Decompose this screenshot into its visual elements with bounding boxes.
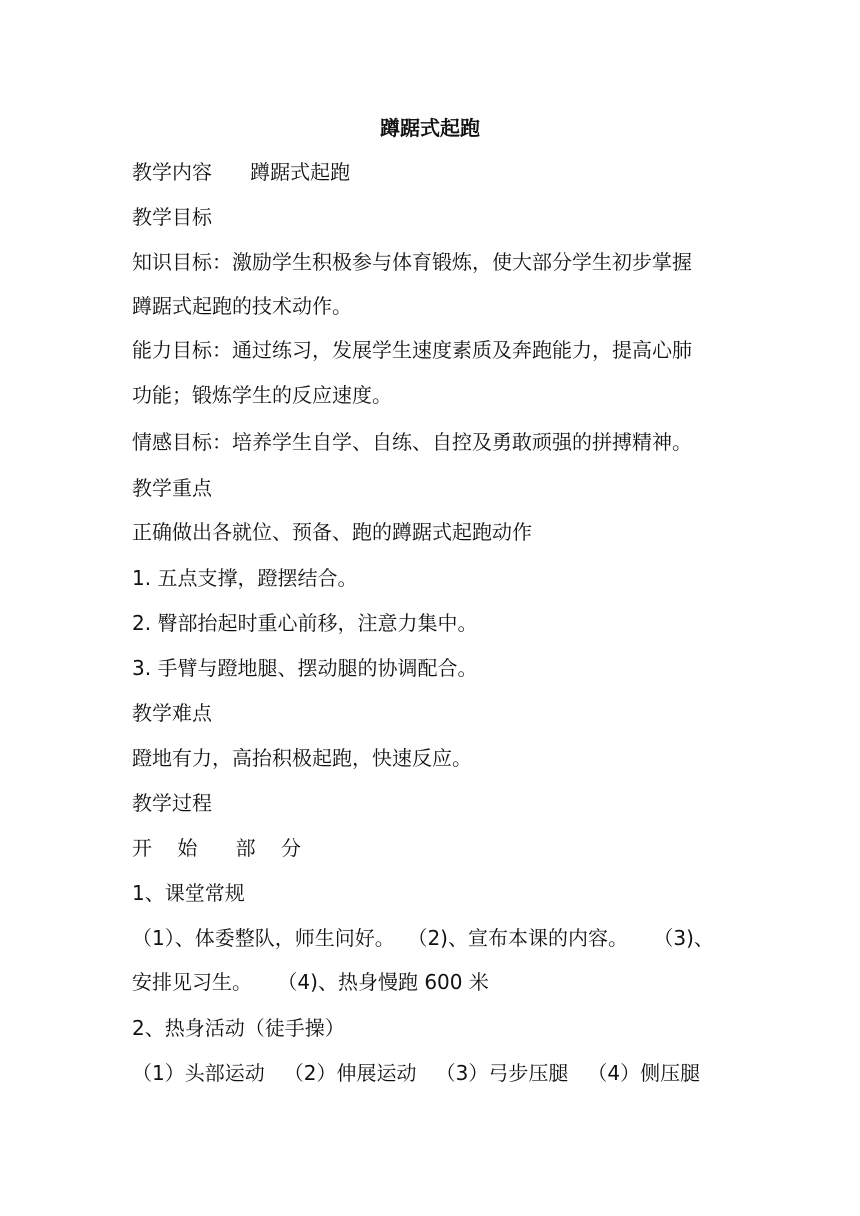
key-point-item-3: 3. 手臂与蹬地腿、摆动腿的协调配合。 (132, 656, 478, 680)
key-point-item-1: 1. 五点支撑，蹬摆结合。 (132, 566, 358, 590)
emotion-objective-line: 情感目标：培养学生自学、自练、自控及勇敢顽强的拼搏精神。 (132, 430, 692, 454)
ability-objective-line-2: 功能；锻炼学生的反应速度。 (132, 383, 392, 407)
knowledge-objective-line-1: 知识目标：激励学生积极参与体育锻炼，使大部分学生初步掌握 (132, 250, 692, 274)
difficulty-text: 蹬地有力，高抬积极起跑，快速反应。 (132, 746, 472, 770)
warmup-heading: 2、热身活动（徒手操） (132, 1016, 345, 1040)
class-routine-heading: 1、课堂常规 (132, 881, 245, 905)
heading-start-part: 开 始 部 分 (132, 836, 302, 860)
section-content-line: 教学内容 蹲踞式起跑 (132, 160, 351, 184)
key-point-item-2: 2. 臀部抬起时重心前移，注意力集中。 (132, 611, 478, 635)
heading-objectives: 教学目标 (132, 205, 212, 229)
class-routine-line-2: 安排见习生。 （4)、热身慢跑 600 米 (132, 970, 489, 994)
heading-process: 教学过程 (132, 791, 212, 815)
knowledge-objective-line-2: 蹲踞式起跑的技术动作。 (132, 294, 352, 318)
heading-difficulties: 教学难点 (132, 701, 212, 725)
warmup-items-line: （1）头部运动 （2）伸展运动 （3）弓步压腿 （4）侧压腿 (132, 1061, 701, 1085)
key-point-summary: 正确做出各就位、预备、跑的蹲踞式起跑动作 (132, 520, 532, 544)
document-title: 蹲踞式起跑 (380, 116, 480, 140)
class-routine-line-1: （1）、体委整队，师生问好。 （2)、宣布本课的内容。 （3)、 (132, 926, 714, 950)
heading-key-points: 教学重点 (132, 476, 212, 500)
ability-objective-line-1: 能力目标：通过练习，发展学生速度素质及奔跑能力，提高心肺 (132, 338, 692, 362)
